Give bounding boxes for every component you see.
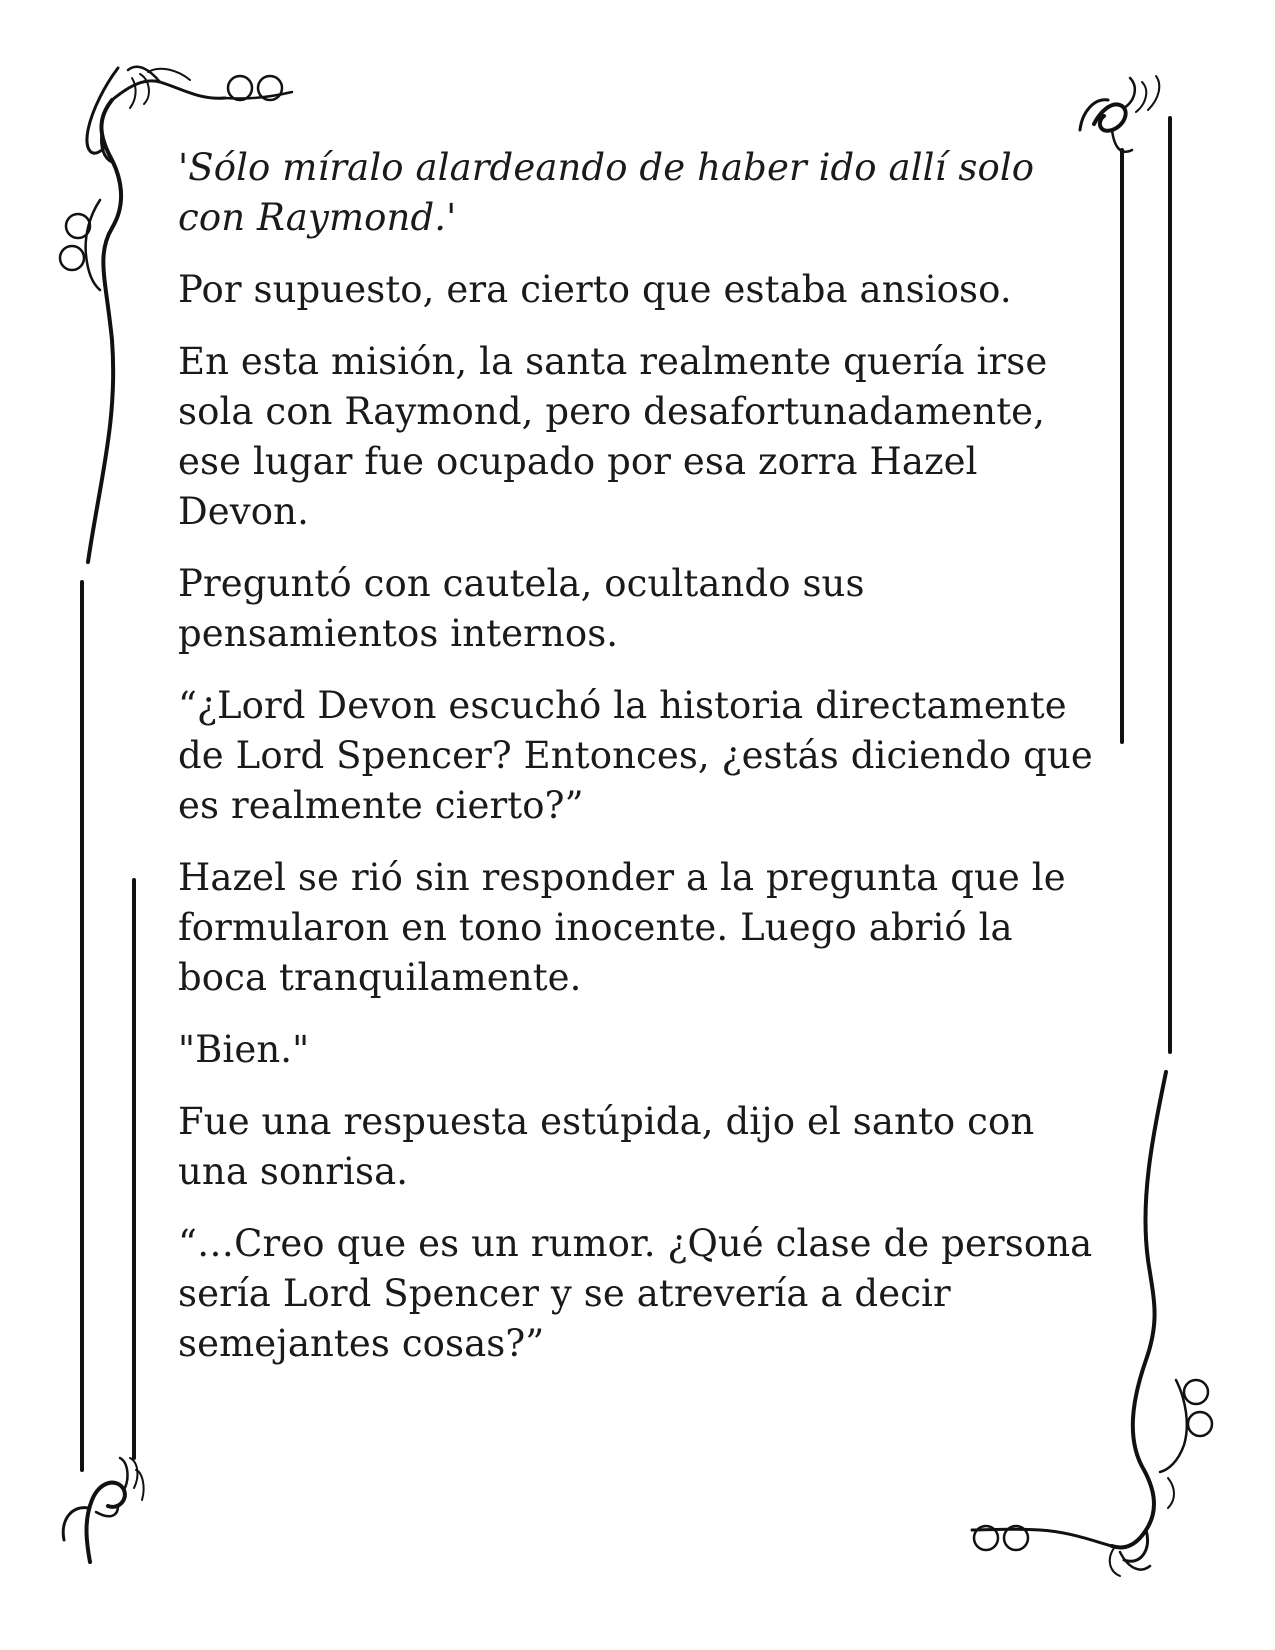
bottom-left-flourish-icon <box>63 1458 143 1562</box>
paragraph: En esta misión, la santa realmente quería irse sola con Raymond, pero desafortunadamente, ese lugar fue ocupado por esa zorra Hazel Devon. <box>178 340 1048 533</box>
paragraph-dialogue: “…Creo que es un rumor. ¿Qué clase de persona sería Lord Spencer y se atrevería a decir semejantes cosas?” <box>178 1222 1093 1365</box>
paragraph: Hazel se rió sin responder a la pregunta que le formularon en tono inocente. Luego abrió la boca tranquilamente. <box>178 856 1066 999</box>
paragraph: Fue una respuesta estúpida, dijo el santo con una sonrisa. <box>178 1100 1035 1193</box>
paragraph: Preguntó con cautela, ocultando sus pensamientos internos. <box>178 562 865 655</box>
paragraph-italic-thought: 'Sólo míralo alardeando de haber ido allí solo con Raymond.' <box>178 146 1035 239</box>
top-right-flourish-icon <box>1080 76 1159 152</box>
paragraph-dialogue: "Bien." <box>178 1028 310 1071</box>
paragraph-dialogue: “¿Lord Devon escuchó la historia directamente de Lord Spencer? Entonces, ¿estás diciendo que es realmente cierto?” <box>178 684 1093 827</box>
paragraph: Por supuesto, era cierto que estaba ansioso. <box>178 268 1012 311</box>
page-body <box>178 143 1098 1391</box>
